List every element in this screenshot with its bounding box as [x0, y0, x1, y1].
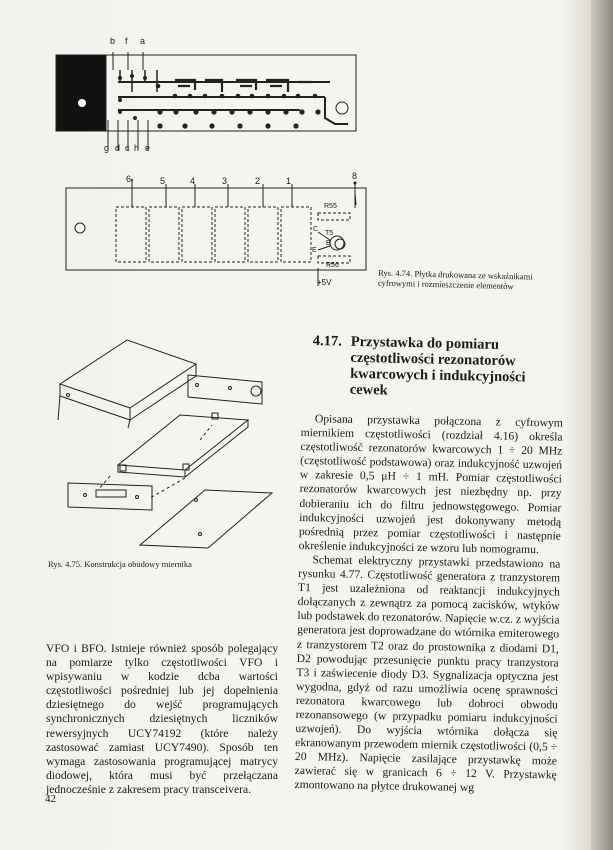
- page-number: 42: [45, 793, 56, 805]
- pin-label-d: d: [115, 143, 121, 153]
- label-c: C: [313, 226, 319, 233]
- display-number-5: 5: [160, 176, 166, 186]
- label-r56: R56: [326, 262, 339, 269]
- label-b: B: [326, 240, 331, 247]
- pin-label-a: a: [140, 36, 146, 46]
- label-r55: R55: [324, 203, 337, 210]
- right-column-text: [294, 412, 563, 797]
- section-number: 4.17.: [312, 333, 342, 350]
- label-e: E: [312, 247, 317, 254]
- pin-label-e: e: [145, 143, 151, 153]
- display-number-4: 4: [190, 176, 196, 186]
- label-supply: +5V: [317, 278, 332, 287]
- display-number-3: 3: [222, 176, 228, 186]
- label-t5: T5: [325, 230, 334, 237]
- pin-label-f: f: [125, 36, 128, 46]
- section-title: Przystawka do pomiaru częstotliwości rezonatorów kwarcowych i indukcyjności cewek: [349, 333, 526, 399]
- display-number-6: 6: [126, 174, 132, 184]
- label-8: 8: [352, 171, 358, 181]
- left-paragraph: VFO i BFO. Istnieje również sposób polegający na pomiarze tylko częstotliwości VFO i wpisywaniu w kodzie dcba wartości częstotliwości pośredniej lub jej dopełnienia dziesiętnego do wejść programujących synchronicznych dziesiętnych liczników rewersyjnych UCY74192 (które należy zastosować zamiast UCY7490). Sposób ten wymaga zastosowania programującej matrycy diodowej, która musi być przełączana jednocześnie z zakresem pracy transceivera.: [46, 642, 278, 796]
- left-column-text: [46, 642, 278, 797]
- pin-label-g: g: [104, 143, 110, 153]
- figure-474-caption: Rys. 4.74. Płytka drukowana ze wskaźnikami cyfrowymi i rozmieszczenie elementów: [377, 267, 533, 292]
- display-number-1: 1: [286, 176, 292, 186]
- right-paragraph-1: Opisana przystawka połączona z cyfrowym miernikiem częstotliwości (rozdział 4.16) określa częstotliwość rezonatorów kwarcowych 1 ÷ 20 MHz (częstotliwość podstawowa) oraz indukcyjność uzwojeń w zakresie 0,5 μH ÷ 1 mH. Pomiar częstotliwości rezonatorów kwarcowych jest niezbędny np. przy dobieraniu ich do filtru jednowstęgowego. Pomiar indukcyjności uzwojeń jest dokonywany metodą pośrednią przez pomiar częstotliwości i następnie określenie indukcyjności ze wzoru lub nomogramu.: [298, 412, 563, 557]
- pin-label-b: b: [110, 36, 116, 46]
- right-paragraph-2: Schemat elektryczny przystawki przedstawiono na rysunku 4.77. Częstotliwość generatora z tranzystorem T1 jest uzależniona od reaktancji indukcyjnych dołączanych z zewnątrz za pomocą zacisków, wtyków lub podstawek do rezonatorów. Napięcie w.cz. z wyjścia generatora jest doprowadzane do wtórnika emiterowego z tranzystorem T2 oraz do prostownika z diodami D1, D2 powodując przesunięcie punktu pracy tranzystora T3 i zaświecenie diody D3. Sygnalizacja optyczna jest wygodna, gdyż od razu umożliwia ocenę sprawności rezonatora kwarcowego lub dobroci obwodu rezonansowego (w przypadku pomiaru indukcyjności uzwojeń). Do wyjścia wtórnika dołącza się ekranowanym przewodem miernik częstotliwości (0,5 ÷ 20 MHz). Napięcie zasilające przystawkę może zawierać się w granicach 6 ÷ 12 V. Przystawkę zmontowano na płytce drukowanej wg: [294, 553, 561, 795]
- pin-label-c: c: [125, 143, 130, 153]
- figure-475-caption: Rys. 4.75. Konstrukcja obudowy miernika: [48, 559, 192, 569]
- display-number-2: 2: [255, 176, 261, 186]
- pin-label-h: h: [134, 143, 140, 153]
